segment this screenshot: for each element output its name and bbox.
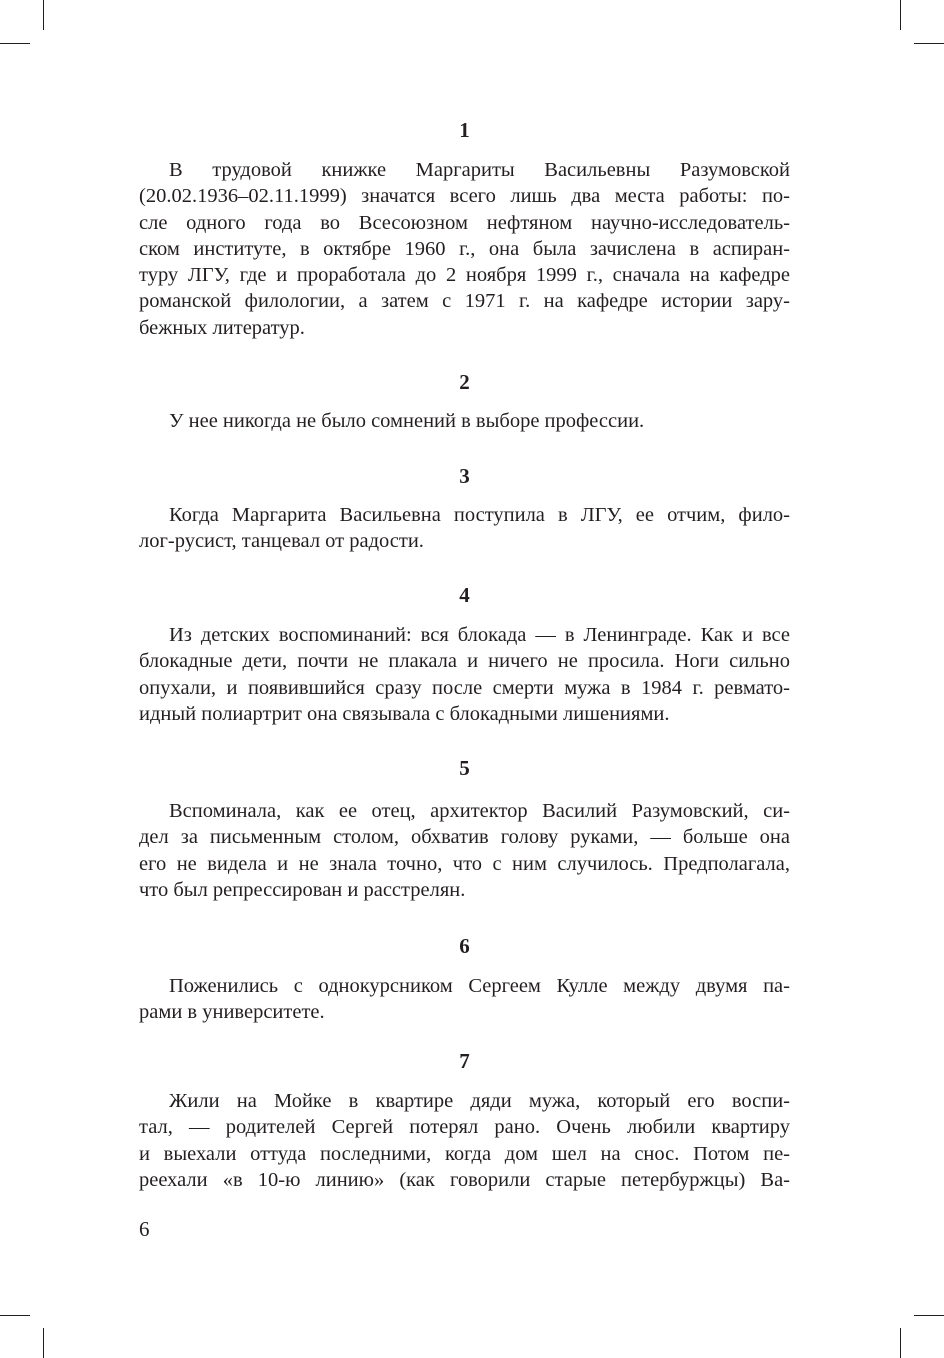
text-line: Поженились с однокурсником Сергеем Кулле между двумя па- [169, 975, 790, 997]
text-line: (20.02.1936–02.11.1999) значатся всего лишь два места работы: по- [139, 185, 790, 208]
text-line: идный полиартрит она связывала с блокадными лишениями. [139, 702, 670, 725]
paragraph [139, 502, 790, 555]
crop-mark [43, 0, 44, 30]
text-line: рами в университете. [139, 1001, 325, 1024]
crop-mark [914, 43, 944, 44]
crop-mark [0, 43, 30, 44]
section-number: 5 [459, 756, 470, 780]
text-line: ском институте, в октябре 1960 г., она была зачислена в аспиран- [139, 237, 790, 260]
paragraph [139, 798, 790, 903]
paragraph [139, 1088, 790, 1193]
text-line: В трудовой книжке Маргариты Васильевны Разумовской [169, 159, 790, 181]
text-line: туру ЛГУ, где и проработала до 2 ноября 1999 г., сначала на кафедре [139, 264, 790, 287]
paragraph [139, 408, 790, 434]
text-line: Из детских воспоминаний: вся блокада — в Ленинграде. Как и все [169, 624, 790, 646]
paragraph [139, 622, 790, 727]
page-number: 6 [139, 1217, 150, 1241]
text-line: лог-русист, танцевал от радости. [139, 530, 424, 553]
text-line: бежных литератур. [139, 316, 305, 339]
text-line: дел за письменным столом, обхватив голову руками, — больше она [139, 826, 790, 849]
text-line: тал, — родителей Сергей потерял рано. Очень любили квартиру [139, 1116, 790, 1139]
crop-mark [43, 1328, 44, 1358]
section-number: 4 [459, 583, 470, 607]
section-number: 6 [459, 934, 470, 958]
text-line: У нее никогда не было сомнений в выборе профессии. [169, 410, 645, 432]
text-line: и выехали оттуда последними, когда дом шел на снос. Потом пе- [139, 1142, 790, 1165]
section-number: 7 [459, 1049, 470, 1073]
text-line: что был репрессирован и расстрелян. [139, 878, 466, 901]
crop-mark [0, 1315, 30, 1316]
text-line: Когда Маргарита Васильевна поступила в ЛГУ, ее отчим, фило- [169, 504, 790, 526]
section-number: 3 [459, 464, 470, 488]
crop-mark [914, 1315, 944, 1316]
text-line: блокадные дети, почти не плакала и ничего не просила. Ноги сильно [139, 650, 790, 673]
text-line: Вспоминала, как ее отец, архитектор Василий Разумовский, си- [169, 800, 790, 822]
paragraph [139, 973, 790, 1026]
section-number: 1 [459, 118, 470, 142]
text-line: сле одного года во Всесоюзном нефтяном научно-исследователь- [139, 211, 790, 234]
text-line: его не видела и не знала точно, что с ним случилось. Предполагала, [139, 852, 790, 875]
crop-mark [900, 0, 901, 30]
text-line: опухали, и появившийся сразу после смерти мужа в 1984 г. ревмато- [139, 676, 790, 699]
section-number: 2 [459, 370, 470, 394]
text-line: реехали «в 10-ю линию» (как говорили старые петербуржцы) Ва- [139, 1168, 790, 1191]
text-line: Жили на Мойке в квартире дяди мужа, который его воспи- [169, 1090, 790, 1112]
text-line: романской филологии, а затем с 1971 г. на кафедре истории зару- [139, 290, 790, 313]
paragraph [139, 157, 790, 341]
crop-mark [900, 1328, 901, 1358]
